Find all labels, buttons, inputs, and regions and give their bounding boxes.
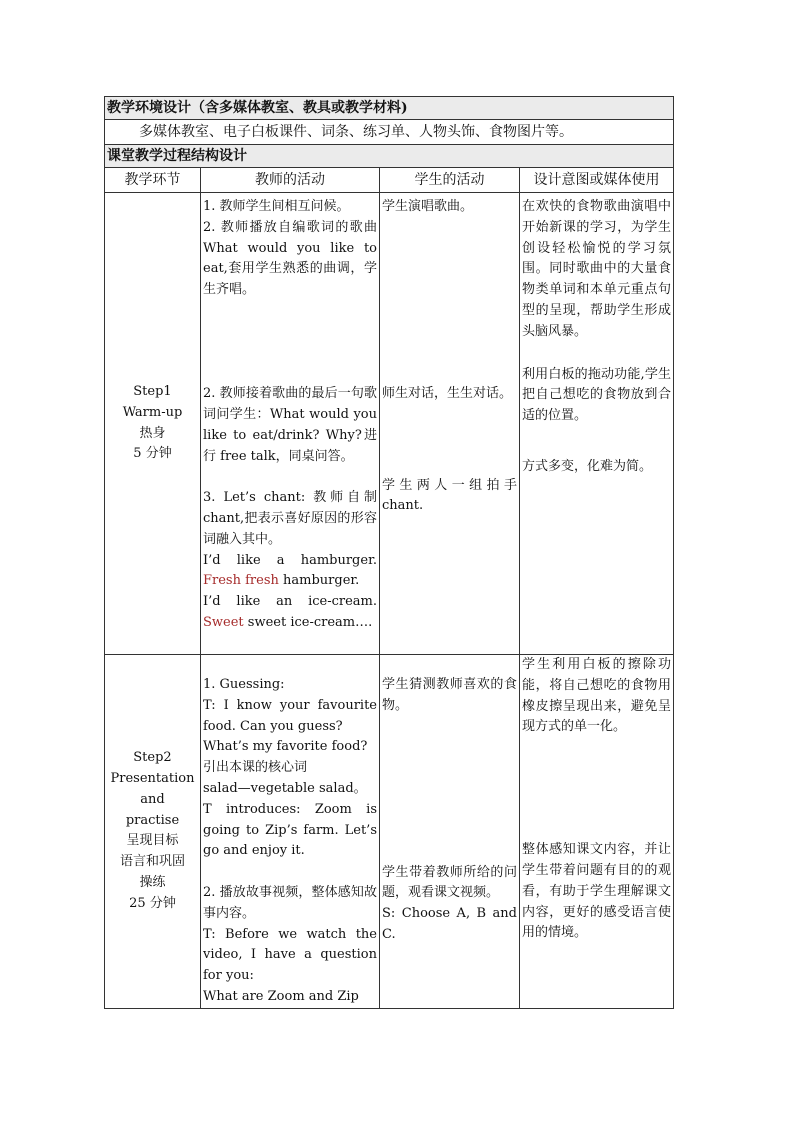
step1-chant-line-1: [203, 551, 377, 593]
env-content: 多媒体教室、电子白板课件、词条、练习单、人物头饰、食物图片等。: [105, 120, 674, 145]
step1-design-2: 利用白板的拖动功能,学生把自己想吃的食物放到合适的位置。: [522, 366, 671, 424]
step2-student-cell: [380, 655, 520, 1009]
column-header-teacher: 教师的活动: [201, 168, 380, 193]
step2-design-cell: [520, 655, 674, 1009]
step1-student-activity-1: 学生演唱歌曲。: [382, 199, 474, 214]
step2-teacher-line: What’s my favorite food?: [203, 739, 368, 755]
step1-teacher-activity-3: 2. 教师接着歌曲的最后一句歌词问学生：What would you like to eat/drink? Why?进行 free talk，同桌问答。: [203, 386, 377, 464]
column-header-design: 设计意图或媒体使用: [520, 168, 674, 193]
step1-stage-line: 5 分钟: [133, 446, 172, 462]
step2-teacher-video-question: T: Before we watch the video, I have a question for you:: [203, 926, 377, 984]
step2-teacher-video-question-2: What are Zoom and Zip: [203, 988, 359, 1004]
env-title-row: [105, 97, 674, 120]
chant-red-word: Fresh fresh: [203, 573, 279, 589]
step2-teacher-line: 引出本课的核心词: [203, 760, 308, 776]
step1-row: [105, 193, 674, 655]
column-header-student: 学生的活动: [380, 168, 520, 193]
lesson-plan-table: [104, 96, 674, 1009]
step1-teacher-chant-intro: 3. Let’s chant: 教师自制 chant,把表示喜好原因的形容词融入其中。: [203, 490, 377, 547]
step1-teacher-activity-2: 2. 教师播放自编歌词的歌曲 What would you like to eat,套用学生熟悉的曲调，学生齐唱。: [203, 219, 377, 298]
env-content-row: [105, 120, 674, 145]
step1-student-activity-2: 师生对话，生生对话。: [382, 385, 513, 401]
column-header-row: [105, 168, 674, 193]
step1-teacher-cell: [201, 193, 380, 655]
step2-stage-line: and: [140, 791, 165, 807]
step2-stage-line: 语言和巩固: [119, 854, 185, 870]
step2-stage-line: Presentation: [110, 770, 195, 786]
step1-student-activity-3: 学生两人一组拍手 chant.: [382, 477, 517, 514]
chant-text: I’d like an ice-cream.: [203, 594, 377, 610]
step2-row: [105, 655, 674, 1009]
step2-teacher-video: 2. 播放故事视频，整体感知故事内容。: [203, 884, 377, 921]
step1-design-cell: [520, 193, 674, 655]
step2-design-1: 学生利用白板的擦除功能，将自己想吃的食物用橡皮擦呈现出来，避免呈现方式的单一化。: [522, 657, 671, 735]
chant-text: I’d like a hamburger.: [203, 552, 377, 568]
step1-chant-line-2: [203, 592, 377, 634]
column-header-stage: 教学环节: [105, 168, 201, 193]
step1-design-1: 在欢快的食物歌曲演唱中开始新课的学习，为学生创设轻松愉悦的学习氛围。同时歌曲中的大量食物类单词和本单元重点句型的呈现，帮助学生形成头脑风暴。: [522, 199, 671, 339]
step2-teacher-cell: [201, 655, 380, 1009]
step2-stage-line: 25 分钟: [129, 895, 176, 911]
step2-student-answer: S: Choose A, B and C.: [382, 906, 517, 942]
step1-stage-line: Step1: [133, 383, 172, 399]
chant-red-word: Sweet: [203, 614, 244, 630]
chant-text: hamburger.: [283, 573, 360, 589]
step1-stage-line: Warm-up: [122, 404, 183, 420]
step1-stage-cell: [105, 193, 201, 655]
step2-design-2: 整体感知课文内容，并让学生带着问题有目的的观看，有助于学生理解课文内容，更好的感受语言使用的情境。: [522, 842, 671, 941]
process-title: 课堂教学过程结构设计: [105, 145, 674, 168]
step1-student-cell: [380, 193, 520, 655]
env-title: 教学环境设计（含多媒体教室、教具或教学材料): [105, 97, 674, 120]
step2-stage-cell: [105, 655, 201, 1009]
step2-stage-line: 呈现目标: [126, 833, 179, 849]
step1-stage-line: 热身: [139, 425, 166, 441]
step2-student-activity-1: 学生猜测教师喜欢的食物。: [382, 677, 517, 713]
step2-teacher-line: T: I know your favourite food. Can you guess?: [203, 697, 377, 734]
step2-stage-line: practise: [125, 812, 180, 828]
step2-teacher-line: T introduces: Zoom is going to Zip’s farm. Let’s go and enjoy it.: [203, 801, 377, 859]
step1-teacher-activity-1: 1. 教师学生间相互问候。: [203, 199, 350, 214]
chant-text: sweet ice-cream….: [247, 614, 373, 630]
step2-stage-line: Step2: [133, 750, 172, 766]
step2-teacher-line: salad—vegetable salad。: [203, 780, 367, 796]
step2-student-activity-2: 学生带着教师所给的问题，观看课文视频。: [382, 864, 517, 901]
step2-stage-line: 操练: [139, 874, 166, 890]
process-title-row: [105, 145, 674, 168]
step1-design-3: 方式多变，化难为简。: [522, 458, 653, 474]
step2-teacher-guessing-title: 1. Guessing:: [203, 677, 285, 692]
lesson-plan-page: [104, 96, 673, 1009]
